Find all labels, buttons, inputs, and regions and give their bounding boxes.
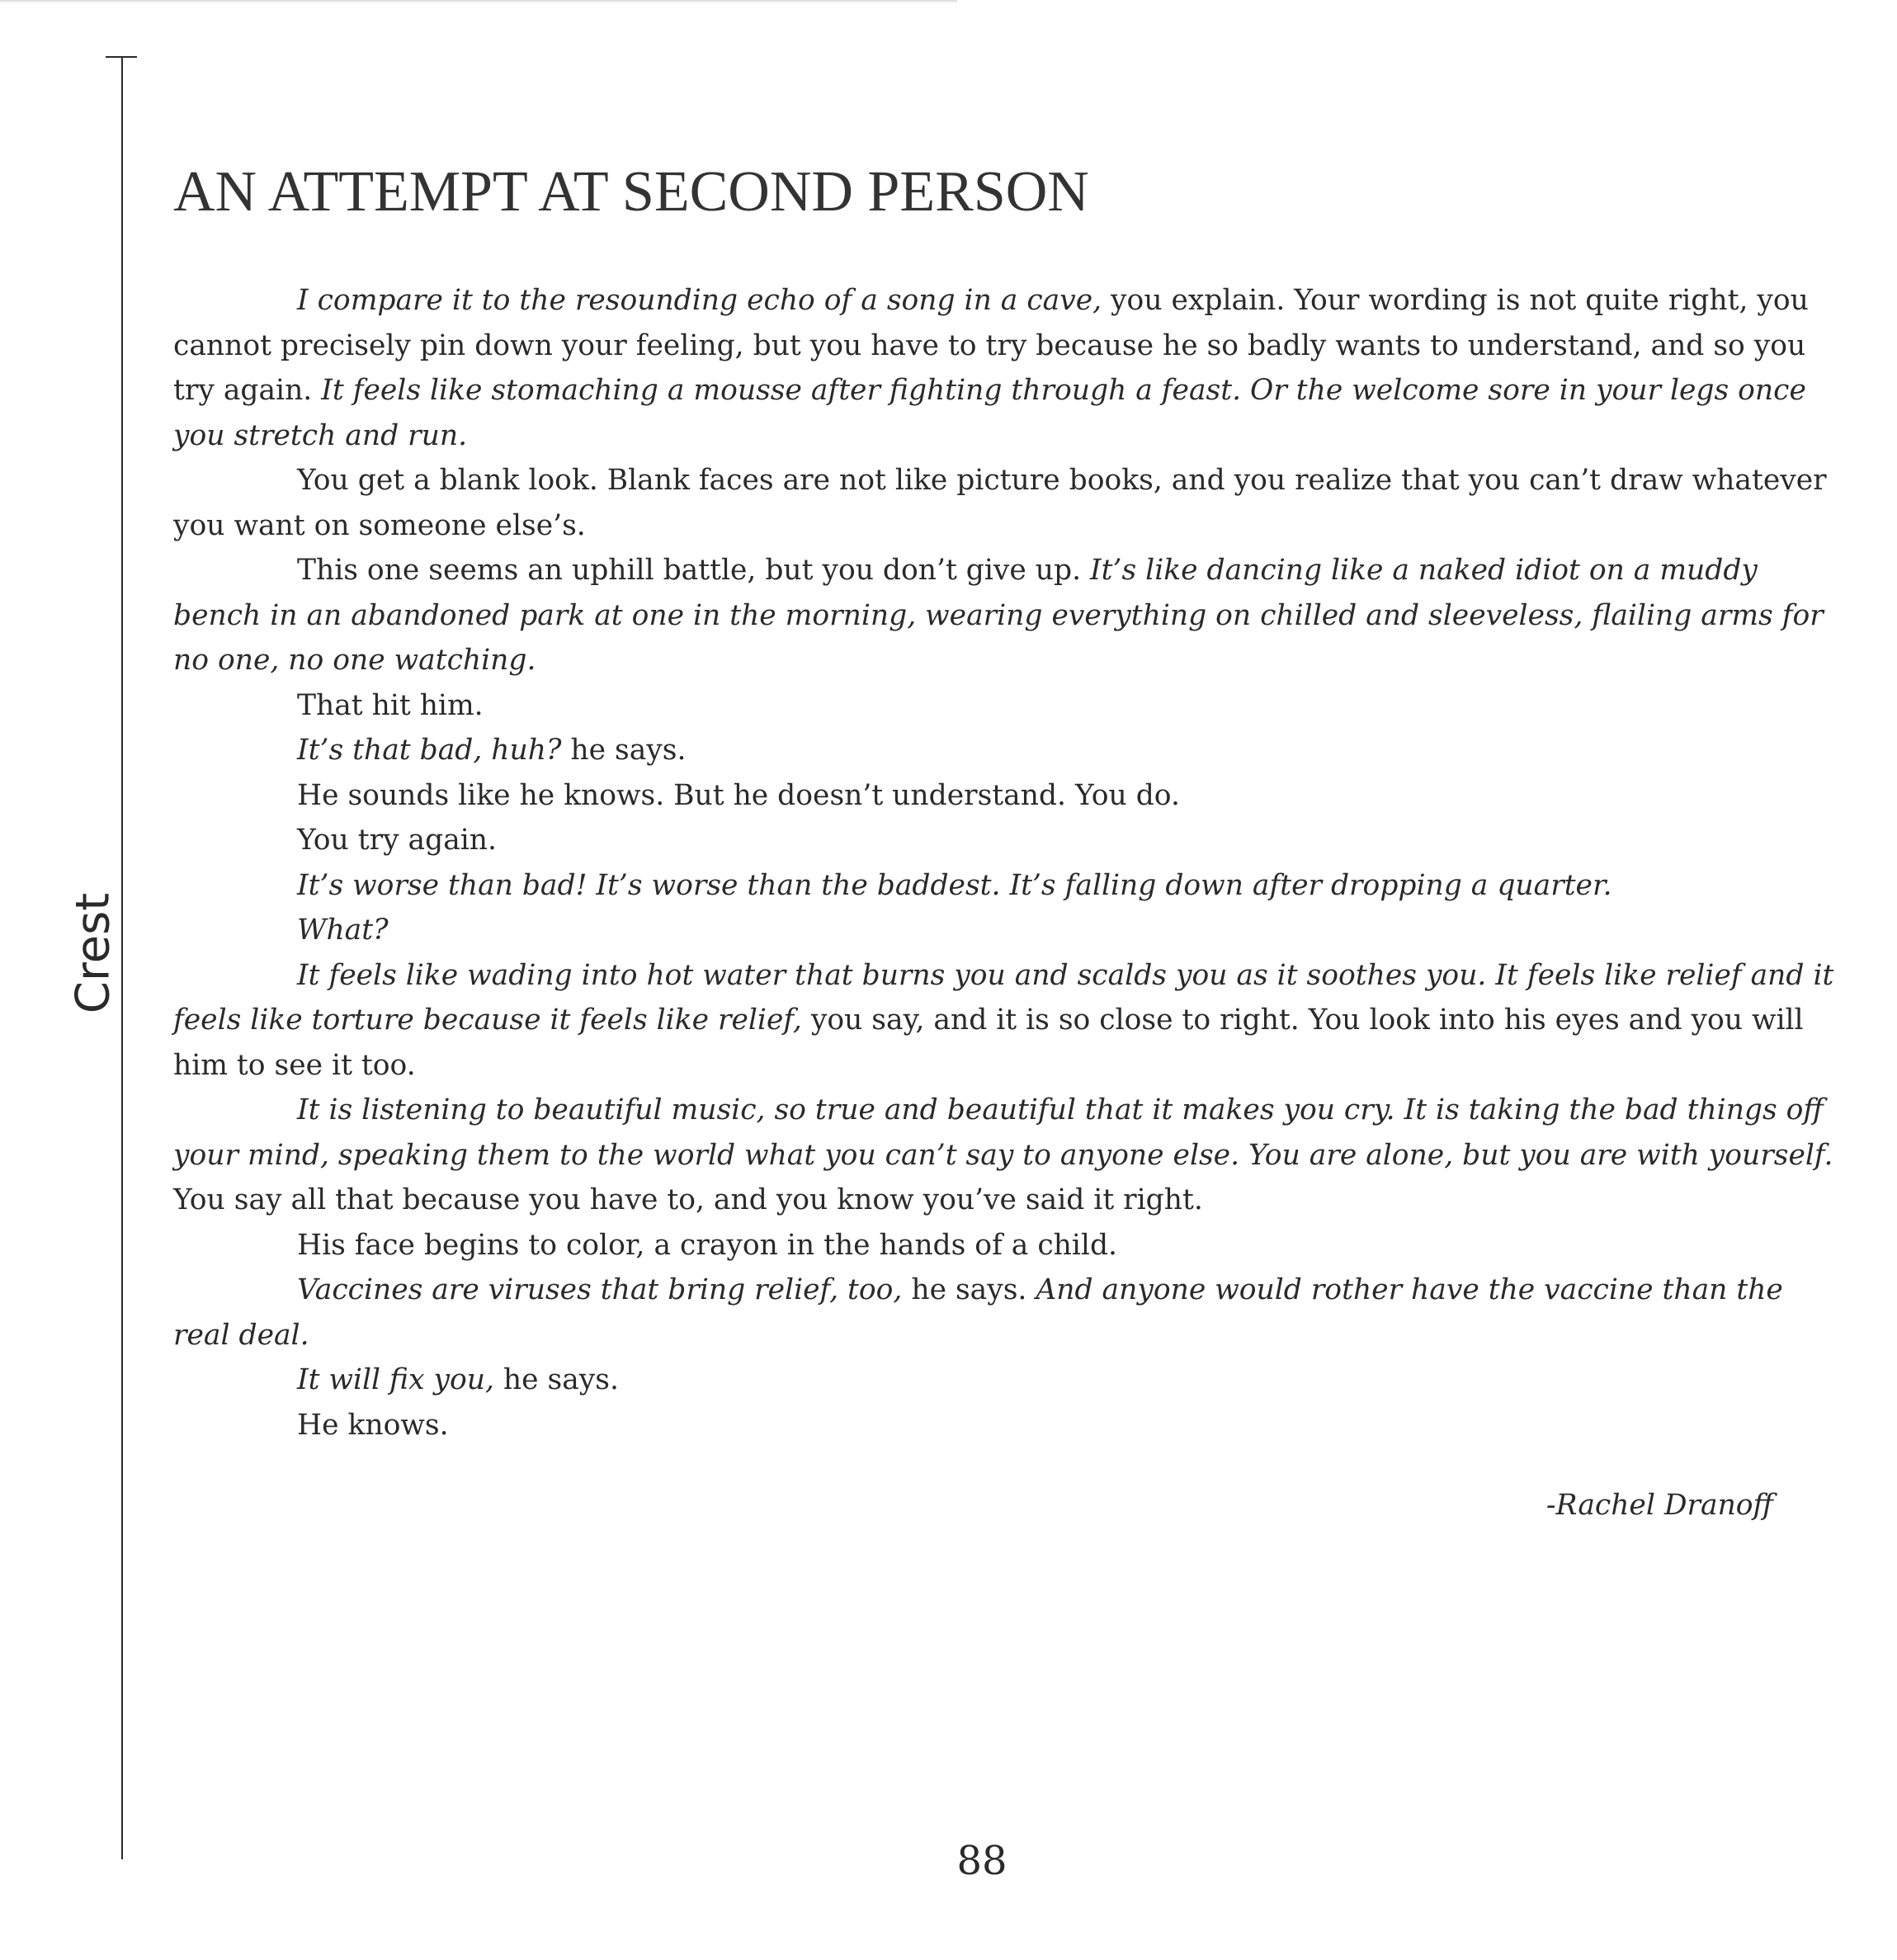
text-run: That hit him. [297, 688, 484, 722]
text-run: he says. [902, 1273, 1036, 1306]
section-label: Crest [66, 892, 120, 1014]
text-run: He sounds like he knows. But he doesn’t understand. You do. [297, 778, 1180, 812]
text-run: His face begins to color, a crayon in the hands of a child. [297, 1228, 1117, 1262]
margin-rule [121, 56, 123, 1859]
italic-text-run: It’s like dancing like a naked idiot on a muddy bench in an abandoned park at one in the morning, wearing everything on chilled and sleeveless, flailing arms for no one, no one watching. [173, 554, 1824, 677]
italic-text-run: And anyone would rother have the vaccine than the real deal. [173, 1273, 1783, 1352]
text-run: You try again. [297, 824, 497, 857]
paragraph [173, 953, 1840, 1089]
paragraph [173, 773, 1840, 819]
text-run: you explain. Your wording is not quite right, you cannot precisely pin down your feeling, but you have to try because he so badly wants to understand, and so you try again. [173, 284, 1809, 407]
text-run: You get a blank look. Blank faces are not like picture books, and you realize that you can’t draw whatever you want on someone else’s. [173, 464, 1827, 542]
paragraph [173, 1088, 1840, 1223]
italic-text-run: I compare it to the resounding echo of a song in a cave, [297, 284, 1102, 317]
italic-text-run: It feels like wading into hot water that burns you and scalds you as it soothes you. It feels like relief and it feels like torture because it feels like relief, [173, 958, 1834, 1037]
italic-text-run: What? [297, 914, 389, 947]
paragraph [173, 683, 1840, 729]
page-title: AN ATTEMPT AT SECOND PERSON [173, 160, 1089, 224]
story-body [173, 278, 1840, 1448]
paragraph [173, 1358, 1840, 1403]
text-run: he says. [493, 1363, 619, 1396]
text-run: you say, and it is so close to right. You look into his eyes and you will him to see it too. [173, 1004, 1804, 1082]
italic-text-run: It’s that bad, huh? [297, 734, 562, 767]
paragraph [173, 818, 1840, 863]
paragraph [173, 863, 1840, 909]
text-run: He knows. [297, 1408, 449, 1442]
text-run: You say all that because you have to, and you know you’ve said it right. [173, 1183, 1203, 1216]
text-run: This one seems an uphill battle, but you don’t give up. [297, 554, 1091, 587]
italic-text-run: It is listening to beautiful music, so true and beautiful that it makes you cry. It is taking the bad things off your mind, speaking them to the world what you can’t say to anyone else. You are alone, but you are with yourself. [173, 1093, 1833, 1172]
scan-edge-shadow [0, 0, 957, 3]
italic-text-run: It’s worse than bad! It’s worse than the baddest. It’s falling down after dropping a quarter. [297, 868, 1612, 902]
italic-text-run: Vaccines are viruses that bring relief, too, [297, 1273, 903, 1306]
paragraph [173, 1403, 1840, 1448]
paragraph [173, 1223, 1840, 1268]
page-number: 88 [956, 1838, 1007, 1884]
paragraph [173, 548, 1840, 683]
author-byline: -Rachel Dranoff [1545, 1489, 1773, 1522]
paragraph [173, 1268, 1840, 1358]
italic-text-run: It will fix you, [297, 1363, 494, 1396]
paragraph [173, 908, 1840, 953]
text-run: he says. [561, 734, 687, 767]
paragraph [173, 278, 1840, 458]
paragraph [173, 728, 1840, 773]
paragraph [173, 458, 1840, 548]
italic-text-run: It feels like stomaching a mousse after fighting through a feast. Or the welcome sore in your legs once you stretch and run. [173, 374, 1806, 452]
